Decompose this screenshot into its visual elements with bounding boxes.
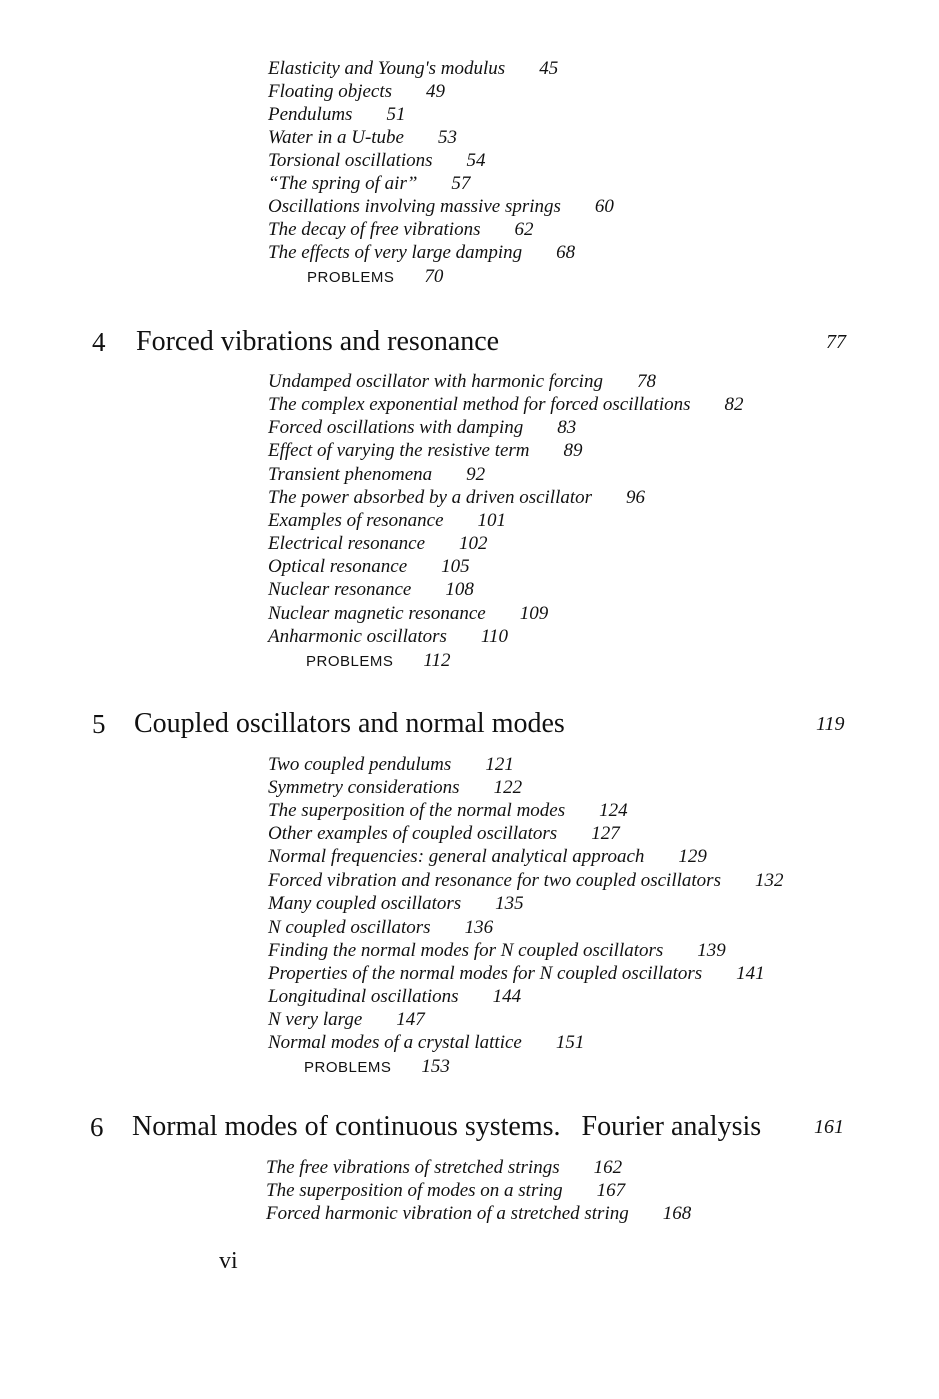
chapter-title[interactable]: Coupled oscillators and normal modes [134,708,565,739]
entry-title: The decay of free vibrations [268,219,481,240]
toc-problems[interactable] [304,1055,450,1079]
entry-title: The complex exponential method for forced oscillations [268,394,691,415]
entry-page: 139 [697,940,726,961]
toc-entry[interactable] [268,241,575,264]
entry-page: 102 [459,533,488,554]
entry-page: 141 [736,963,765,984]
entry-title: Floating objects [268,81,393,102]
entry-title: Undamped oscillator with harmonic forcing [268,371,603,392]
entry-page: 89 [563,440,583,461]
entry-page: 122 [493,777,523,798]
entry-title: Symmetry considerations [268,777,460,798]
entry-title: The superposition of modes on a string [266,1180,563,1201]
entry-title: Elasticity and Young's modulus [268,58,506,79]
entry-page: 127 [591,823,620,844]
entry-page: 147 [396,1009,425,1030]
entry-title: “The spring of air” [268,173,418,194]
entry-page: 144 [492,986,522,1007]
entry-page: 83 [557,417,577,438]
toc-entry[interactable] [268,822,620,845]
entry-title: Finding the normal modes for N coupled oscillators [268,940,664,961]
toc-entry[interactable] [268,916,493,939]
chapter-page: 77 [826,331,846,353]
toc-entry[interactable] [268,532,488,555]
entry-page: 57 [451,173,471,194]
entry-page: 101 [477,510,507,531]
entry-title: Forced vibration and resonance for two coupled oscillators [268,870,721,891]
entry-title: Anharmonic oscillators [268,626,447,647]
entry-title: N coupled oscillators [268,917,431,938]
problems-label: PROBLEMS [307,269,395,286]
entry-page: 110 [480,626,509,647]
entry-page: 96 [626,487,646,508]
entry-page: 135 [495,893,524,914]
entry-page: 109 [519,603,549,624]
chapter-title[interactable]: Forced vibrations and resonance [136,326,500,357]
entry-page: 54 [466,150,486,171]
page-folio: vi [219,1248,238,1274]
toc-entry[interactable] [268,985,521,1008]
entry-page: 92 [466,464,486,485]
toc-entry[interactable] [268,463,485,486]
entry-page: 105 [441,556,470,577]
chapter-number: 5 [92,709,106,739]
toc-entry[interactable] [268,195,614,218]
toc-entry[interactable] [266,1156,622,1179]
entry-page: 151 [555,1032,585,1053]
entry-page: 45 [539,58,559,79]
toc-entry[interactable] [268,1008,425,1031]
entry-title: The free vibrations of stretched strings [266,1157,560,1178]
entry-page: 62 [514,219,534,240]
toc-entry[interactable] [268,218,533,241]
entry-title: The superposition of the normal modes [268,800,566,821]
toc-entry[interactable] [268,869,783,892]
entry-title: Many coupled oscillators [268,893,462,914]
entry-title: Two coupled pendulums [268,754,452,775]
entry-page: 168 [662,1203,692,1224]
entry-title: Forced harmonic vibration of a stretched string [266,1203,629,1224]
entry-title: Properties of the normal modes for N coupled oscillators [268,963,703,984]
toc-entry[interactable] [268,393,744,416]
chapter-title[interactable]: Normal modes of continuous systems. Fourier analysis [132,1111,762,1142]
toc-entry[interactable] [268,439,583,462]
entry-title: Oscillations involving massive springs [268,196,561,217]
entry-page: 129 [678,846,707,867]
toc-entry[interactable] [268,892,524,915]
entry-page: 132 [754,870,784,891]
entry-title: Transient phenomena [268,464,433,485]
entry-page: 68 [556,242,576,263]
toc-problems[interactable] [307,265,443,289]
toc-entry[interactable] [268,80,445,103]
entry-page: 82 [724,394,744,415]
chapter-page: 161 [814,1116,844,1138]
entry-title: Forced oscillations with damping [268,417,524,438]
toc-entry[interactable] [268,578,474,601]
toc-entry[interactable] [268,962,765,985]
chapter-number: 4 [92,327,106,357]
problems-label: PROBLEMS [304,1059,392,1076]
entry-page: 78 [636,371,656,392]
toc-entry[interactable] [268,625,508,648]
entry-title: Examples of resonance [268,510,444,531]
entry-title: Effect of varying the resistive term [268,440,530,461]
entry-page: 49 [426,81,446,102]
toc-entry[interactable] [268,57,558,80]
entry-title: The effects of very large damping [268,242,523,263]
toc-entry[interactable] [268,776,522,799]
toc-entry[interactable] [268,799,628,822]
entry-title: Electrical resonance [268,533,426,554]
toc-entry[interactable] [266,1202,691,1225]
entry-page: 136 [464,917,494,938]
entry-page: 124 [599,800,628,821]
problems-page: 112 [423,650,451,671]
entry-page: 108 [445,579,474,600]
entry-page: 51 [386,104,406,125]
toc-entry[interactable] [268,753,514,776]
problems-page: 70 [424,266,444,287]
entry-title: Nuclear resonance [268,579,412,600]
toc-entry[interactable] [268,149,486,172]
entry-title: The power absorbed by a driven oscillator [268,487,593,508]
toc-entry[interactable] [268,416,576,439]
toc-entry[interactable] [268,486,645,509]
entry-title: Normal modes of a crystal lattice [268,1032,522,1053]
toc-entry[interactable] [268,1031,584,1054]
problems-page: 153 [421,1056,450,1077]
toc-entry[interactable] [268,845,707,868]
toc-problems[interactable] [306,649,450,673]
entry-page: 60 [594,196,614,217]
toc-entry[interactable] [268,509,506,532]
chapter-number: 6 [90,1112,104,1142]
entry-title: Optical resonance [268,556,408,577]
toc-entry[interactable] [266,1179,625,1202]
entry-title: Longitudinal oscillations [268,986,459,1007]
toc-entry[interactable] [268,172,470,195]
entry-page: 162 [593,1157,623,1178]
entry-title: Water in a U-tube [268,127,404,148]
problems-label: PROBLEMS [306,653,394,670]
entry-title: N very large [268,1009,363,1030]
entry-page: 167 [596,1180,626,1201]
chapter-page: 119 [816,713,845,735]
entry-title: Nuclear magnetic resonance [268,603,486,624]
entry-title: Pendulums [268,104,353,125]
toc-entry[interactable] [268,602,548,625]
toc-entry[interactable] [268,939,726,962]
entry-title: Other examples of coupled oscillators [268,823,558,844]
toc-entry[interactable] [268,126,457,149]
entry-title: Torsional oscillations [268,150,433,171]
entry-page: 53 [437,127,457,148]
toc-entry[interactable] [268,370,656,393]
toc-entry[interactable] [268,555,470,578]
entry-title: Normal frequencies: general analytical approach [268,846,645,867]
toc-entry[interactable] [268,103,405,126]
entry-page: 121 [485,754,514,775]
